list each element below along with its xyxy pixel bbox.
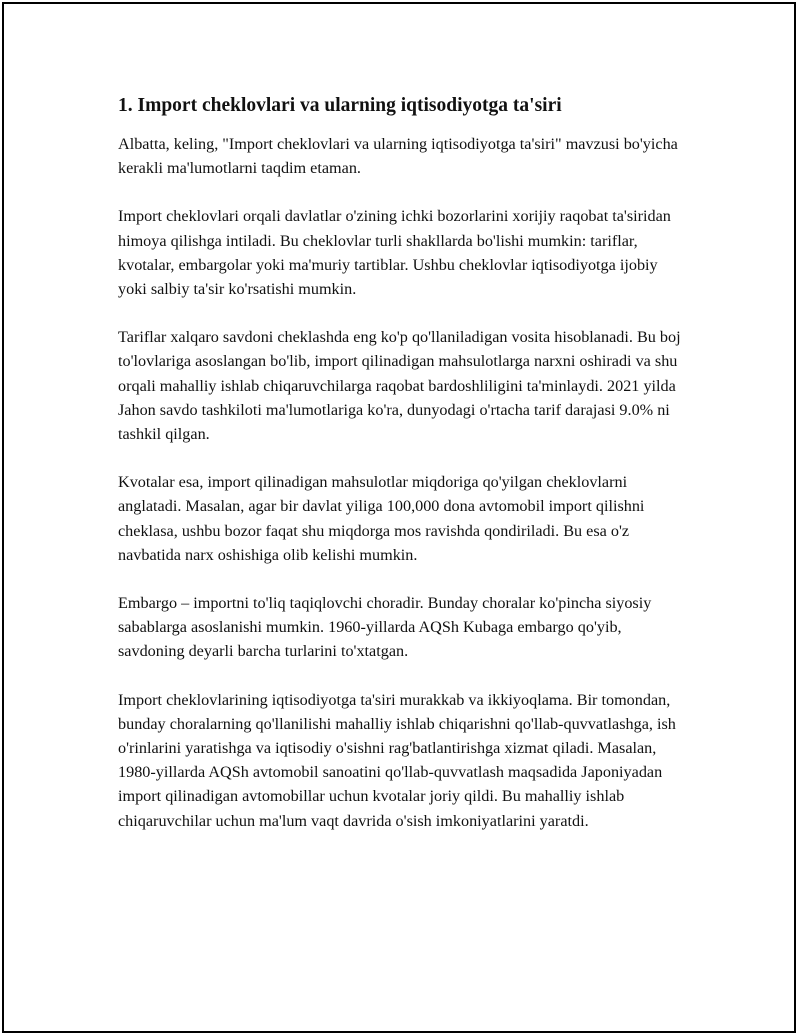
paragraph-economic-impact: Import cheklovlarining iqtisodiyotga ta'siri murakkab va ikkiyoqlama. Bir tomondan, bunday choralarning qo'llanilishi mahalliy ishlab chiqarishni qo'llab-quvvatlashga, ish o'rinlarini yaratishga va iqtisodiy o'sishni rag'batlantirishga xizmat qiladi. Masalan, 1980-yillarda AQSh avtomobil sanoatini qo'llab-quvvatlash maqsadida Japoniyadan import qilinadigan avtomobillar uchun kvotalar joriy qildi. Bu mahalliy ishlab chiqaruvchilar uchun ma'lum vaqt davrida o'sish imkoniyatlarini yaratdi. [118, 690, 676, 830]
document-title: 1. Import cheklovlari va ularning iqtisodiyotga ta'siri [118, 95, 562, 116]
paragraph-quotas: Kvotalar esa, import qilinadigan mahsulotlar miqdoriga qo'yilgan cheklovlarni anglatadi. Masalan, agar bir davlat yiliga 100,000 dona avtomobil import qilishni cheklasa, ushbu bozor faqat shu miqdorga mos ravishda qondiriladi. Bu esa o'z navbatida narx oshishiga olib kelishi mumkin. [118, 473, 645, 564]
paragraph-import-restrictions: Import cheklovlari orqali davlatlar o'zining ichki bozorlarini xorijiy raqobat ta'siridan himoya qilishga intiladi. Bu cheklovlar turli shakllarda bo'lishi mumkin: tariflar, kvotalar, embargolar yoki ma'muriy tartiblar. Ushbu cheklovlar iqtisodiyotga ijobiy yoki salbiy ta'sir ko'rsatishi mumkin. [118, 207, 671, 299]
paragraph-intro: Albatta, keling, "Import cheklovlari va ularning iqtisodiyotga ta'siri" mavzusi bo'yicha kerakli ma'lumotlarni taqdim etaman. [118, 135, 678, 178]
paragraph-embargo: Embargo – importni to'liq taqiqlovchi choradir. Bunday choralar ko'pincha siyosiy sabablarga asoslanishi mumkin. 1960-yillarda AQSh Kubaga embargo qo'yib, savdoning deyarli barcha turlarini to'xtatgan. [118, 594, 652, 661]
paragraph-tariffs: Tariflar xalqaro savdoni cheklashda eng ko'p qo'llaniladigan vosita hisoblanadi. Bu boj to'lovlariga asoslangan bo'lib, import qilinadigan mahsulotlarga narxni oshiradi va shu orqali mahalliy ishlab chiqaruvchilarga raqobat bardoshliligini ta'minlaydi. 2021 yilda Jahon savdo tashkiloti ma'lumotlariga ko'ra, dunyodagi o'rtacha tarif darajasi 9.0% ni tashkil qilgan. [118, 328, 681, 444]
document-body [118, 92, 688, 857]
